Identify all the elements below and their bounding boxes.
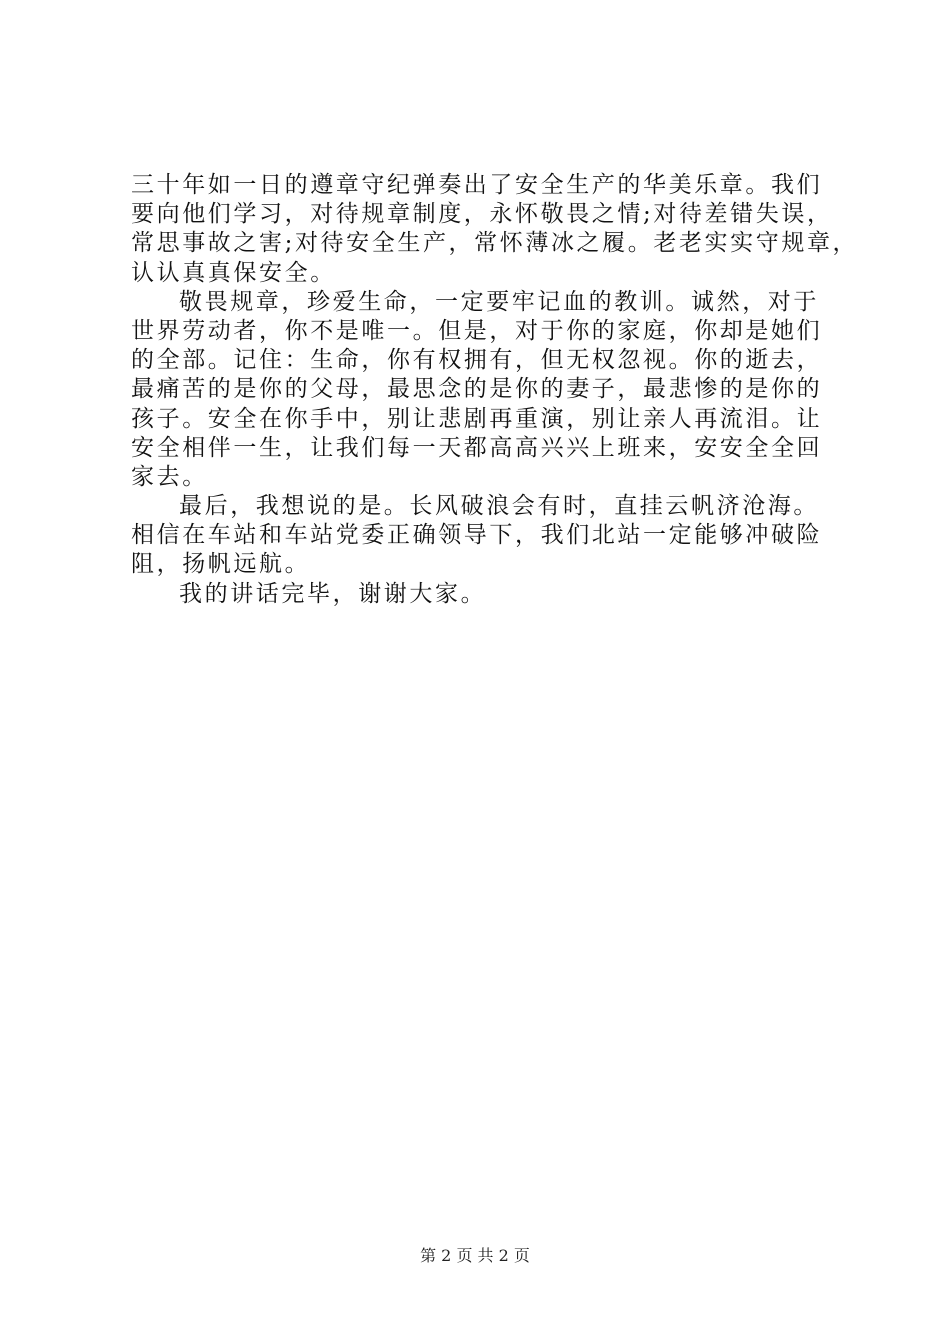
- paragraph-2-line-5: 孩子。安全在你手中，别让悲剧再重演，别让亲人再流泪。让: [131, 405, 823, 432]
- paragraph-2-line-7: 家去。: [131, 463, 208, 490]
- paragraph-1-line-3: 常思事故之害;对待安全生产，常怀薄冰之履。老老实实守规章，: [131, 230, 859, 257]
- paragraph-2-line-3: 的全部。记住：生命，你有权拥有，但无权忽视。你的逝去，: [131, 347, 823, 374]
- paragraph-2-line-4: 最痛苦的是你的父母，最思念的是你的妻子，最悲惨的是你的: [131, 376, 823, 403]
- paragraph-1-line-1: 三十年如一日的遵章守纪弹奏出了安全生产的华美乐章。我们: [131, 172, 823, 198]
- document-body: [131, 171, 859, 609]
- page-number-footer: 第 2 页 共 2 页: [420, 1246, 530, 1265]
- paragraph-2-line-1: 敬畏规章，珍爱生命，一定要牢记血的教训。诚然，对于: [179, 288, 819, 315]
- paragraph-4-line-1: 我的讲话完毕，谢谢大家。: [179, 580, 487, 607]
- paragraph-3-line-2: 相信在车站和车站党委正确领导下，我们北站一定能够冲破险: [131, 522, 823, 549]
- paragraph-3-line-1: 最后，我想说的是。长风破浪会有时，直挂云帆济沧海。: [179, 493, 819, 520]
- paragraph-1-line-2: 要向他们学习，对待规章制度，永怀敬畏之情;对待差错失误，: [131, 201, 833, 228]
- paragraph-2-line-6: 安全相伴一生，让我们每一天都高高兴兴上班来，安安全全回: [131, 434, 823, 461]
- paragraph-1-line-4: 认认真真保安全。: [131, 259, 336, 286]
- paragraph-3-line-3: 阻，扬帆远航。: [131, 551, 311, 578]
- paragraph-2-line-2: 世界劳动者，你不是唯一。但是，对于你的家庭，你却是她们: [131, 317, 823, 344]
